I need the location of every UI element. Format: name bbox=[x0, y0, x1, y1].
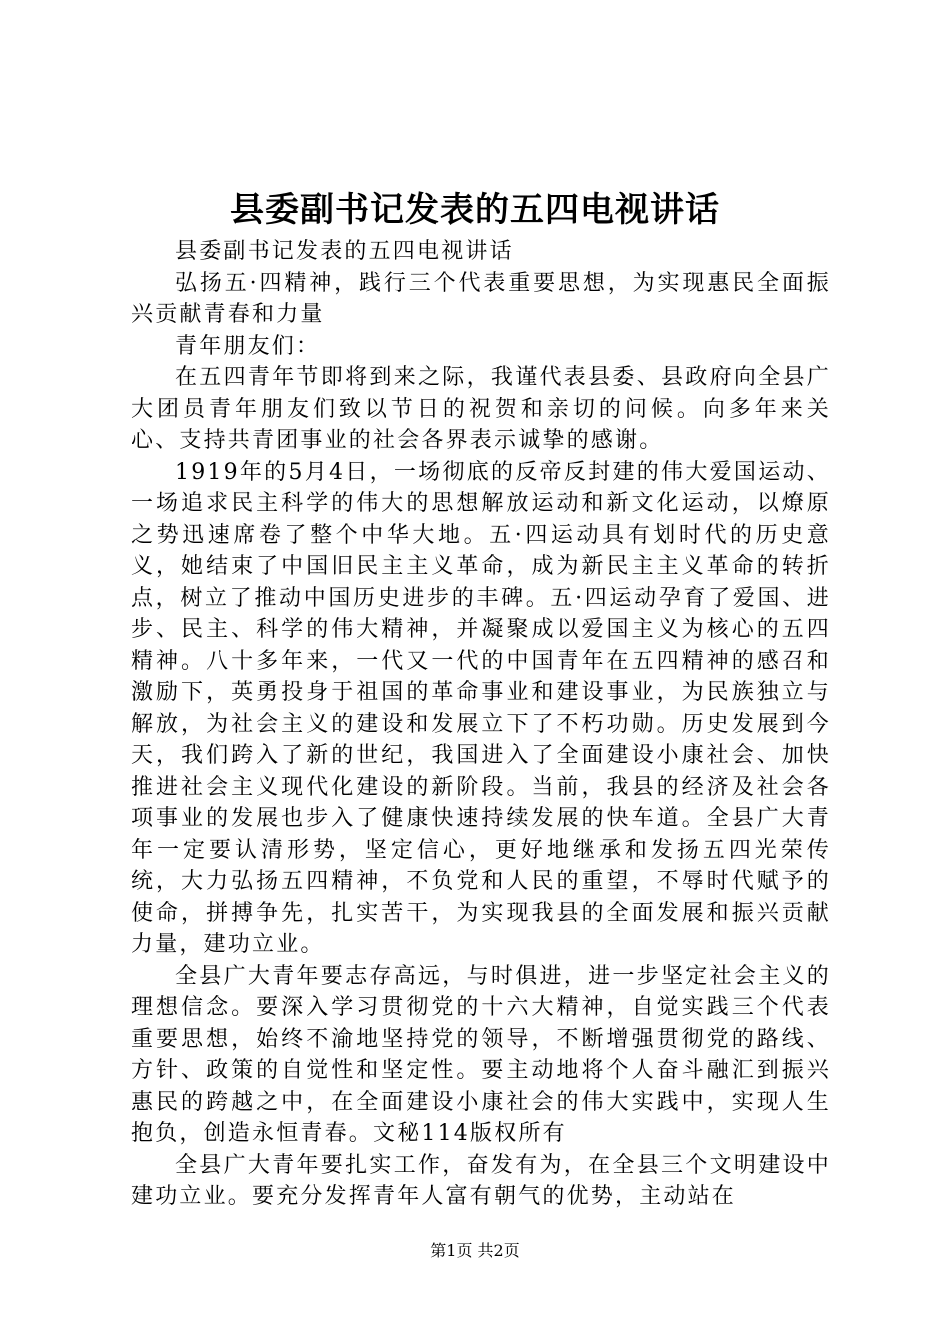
paragraph-history: 1919年的5月4日，一场彻底的反帝反封建的伟大爱国运动、一场追求民主科学的伟大的思想解放运动和新文化运动，以燎原之势迅速席卷了整个中华大地。五·四运动具有划时代的历史意义，她结束了中国旧民主主义革命，成为新民主主义革命的转折点，树立了推动中国历史进步的丰碑。五·四运动孕育了爱国、进步、民主、科学的伟大精神，并凝聚成以爱国主义为核心的五四精神。八十多年来，一代又一代的中国青年在五四精神的感召和激励下，英勇投身于祖国的革命事业和建设事业，为民族独立与解放，为社会主义的建设和发展立下了不朽功勋。历史发展到今天，我们跨入了新的世纪，我国进入了全面建设小康社会、加快推进社会主义现代化建设的新阶段。当前，我县的经济及社会各项事业的发展也步入了健康快速持续发展的快车道。全县广大青年一定要认清形势，坚定信心，更好地继承和发扬五四光荣传统，大力弘扬五四精神，不负党和人民的重望，不辱时代赋予的使命，拼搏争先，扎实苦干，为实现我县的全面发展和振兴贡献力量，建功立业。 bbox=[131, 459, 831, 957]
paragraph-ideals: 全县广大青年要志存高远，与时俱进，进一步坚定社会主义的理想信念。要深入学习贯彻党的十六大精神，自觉实践三个代表重要思想，始终不渝地坚持党的领导，不断增强贯彻党的路线、方针、政策的自觉性和坚定性。要主动地将个人奋斗融汇到振兴惠民的跨越之中，在全面建设小康社会的伟大实践中，实现人生抱负，创造永恒青春。文秘114版权所有 bbox=[131, 963, 831, 1146]
paragraph-greeting: 在五四青年节即将到来之际，我谨代表县委、县政府向全县广大团员青年朋友们致以节日的祝贺和亲切的问候。向多年来关心、支持共青团事业的社会各界表示诚挚的感谢。 bbox=[131, 365, 831, 453]
paragraph-theme: 弘扬五·四精神，践行三个代表重要思想，为实现惠民全面振兴贡献青春和力量 bbox=[131, 270, 831, 327]
paragraph-work: 全县广大青年要扎实工作，奋发有为，在全县三个文明建设中建功立业。要充分发挥青年人富有朝气的优势，主动站在 bbox=[131, 1152, 831, 1209]
document-body bbox=[131, 236, 831, 1213]
paragraph-subtitle: 县委副书记发表的五四电视讲话 bbox=[175, 239, 514, 264]
paragraph-salutation: 青年朋友们： bbox=[175, 333, 321, 359]
page-number: 第1页 共2页 bbox=[430, 1241, 520, 1260]
document-title: 县委副书记发表的五四电视讲话 bbox=[230, 190, 720, 230]
